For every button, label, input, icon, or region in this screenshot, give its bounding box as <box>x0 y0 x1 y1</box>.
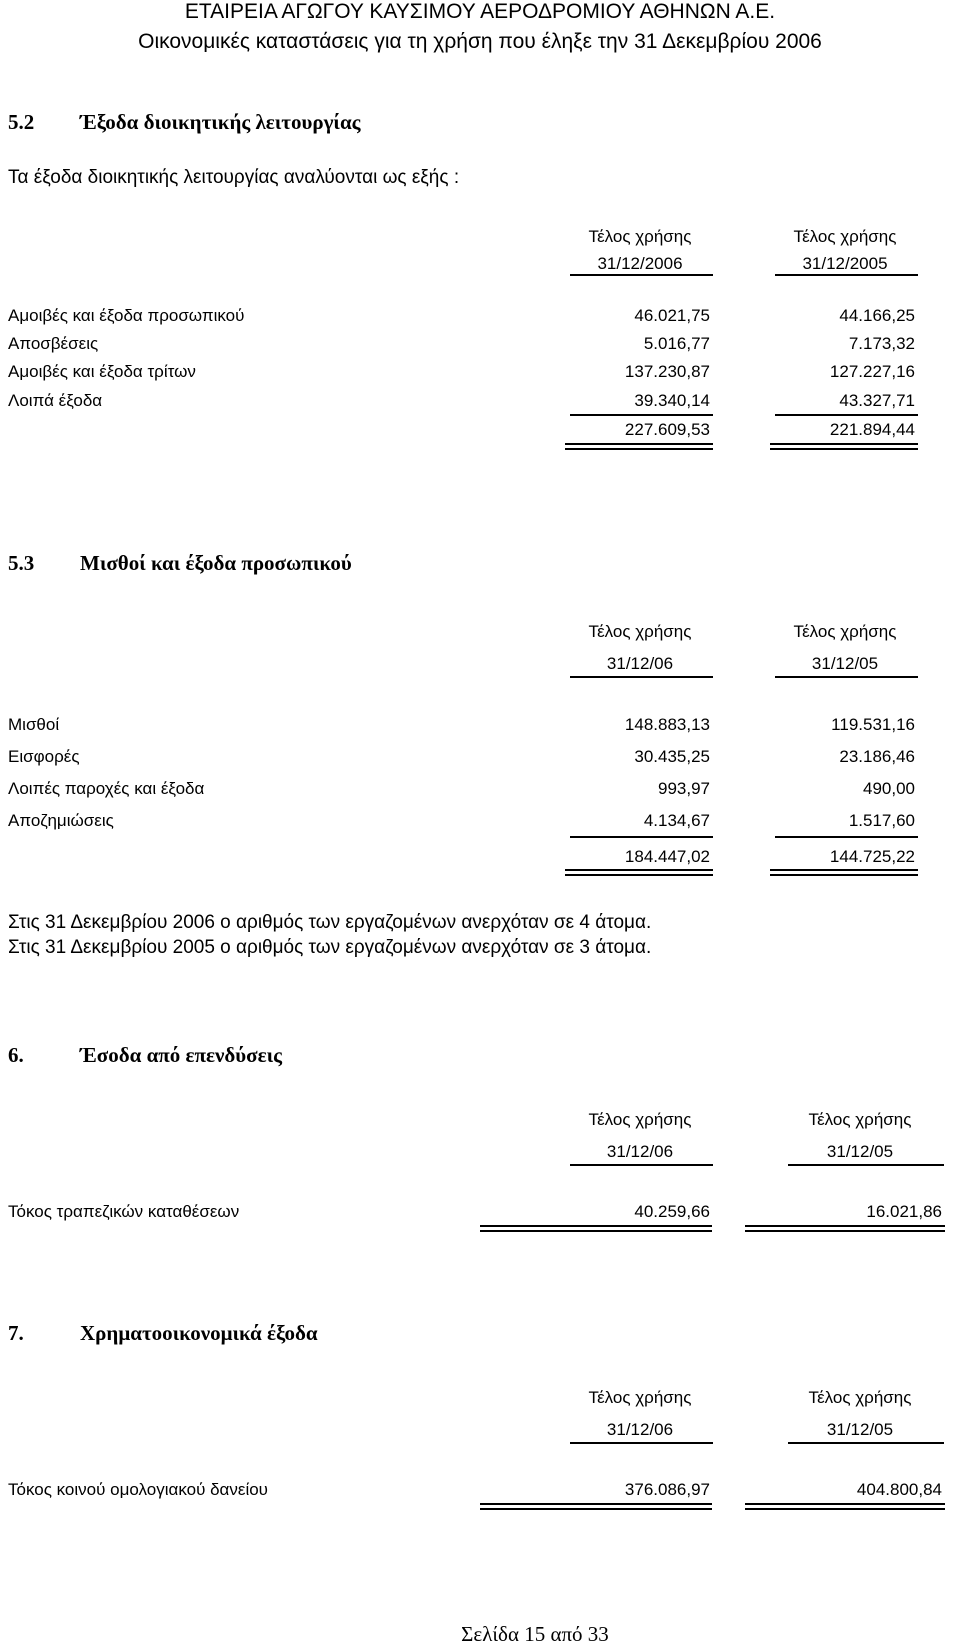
column-header: Τέλος χρήσης <box>588 622 692 641</box>
row-label: Αμοιβές και έξοδα τρίτων <box>8 362 196 381</box>
total-double-rule <box>565 869 713 876</box>
column-date: 31/12/05 <box>826 1142 894 1161</box>
section-intro: Τα έξοδα διοικητικής λειτουργίας αναλύονται ως εξής : <box>8 167 460 188</box>
column-date: 31/12/05 <box>811 654 879 673</box>
row-value: 1.517,60 <box>848 811 915 830</box>
header-rule <box>570 676 713 678</box>
column-header: Τέλος χρήσης <box>588 227 692 246</box>
total-double-rule <box>565 443 713 450</box>
row-value: 993,97 <box>658 779 710 798</box>
row-value: 148.883,13 <box>624 715 710 734</box>
column-date: 31/12/2005 <box>802 254 888 273</box>
row-value: 404.800,84 <box>856 1480 942 1499</box>
column-date: 31/12/06 <box>606 1420 674 1439</box>
column-date: 31/12/2006 <box>597 254 683 273</box>
total-value: 227.609,53 <box>624 420 710 439</box>
header-rule <box>570 274 713 276</box>
total-value: 184.447,02 <box>624 847 710 866</box>
section-title: Έσοδα από επενδύσεις <box>80 1043 282 1067</box>
row-value: 40.259,66 <box>634 1202 710 1221</box>
subtotal-rule <box>775 414 918 416</box>
row-value: 46.021,75 <box>634 306 710 325</box>
row-value: 44.166,25 <box>839 306 915 325</box>
header-rule <box>570 1164 713 1166</box>
column-header: Τέλος χρήσης <box>793 227 897 246</box>
row-label: Λοιπά έξοδα <box>8 391 103 410</box>
section-title: Χρηματοοικονομικά έξοδα <box>80 1321 318 1345</box>
column-header: Τέλος χρήσης <box>808 1388 912 1407</box>
subtotal-rule <box>570 414 713 416</box>
header-rule <box>788 1164 944 1166</box>
employee-note: Στις 31 Δεκεμβρίου 2005 ο αριθμός των εργαζομένων ανερχόταν σε 3 άτομα. <box>8 937 652 958</box>
row-label: Αμοιβές και έξοδα προσωπικού <box>8 306 245 325</box>
column-header: Τέλος χρήσης <box>588 1110 692 1129</box>
total-double-rule <box>745 1225 945 1232</box>
total-double-rule <box>770 443 918 450</box>
header-rule <box>788 1442 944 1444</box>
row-value: 127.227,16 <box>829 362 915 381</box>
row-label: Λοιπές παροχές και έξοδα <box>8 779 205 798</box>
row-label: Μισθοί <box>8 715 60 734</box>
header-rule <box>775 676 918 678</box>
row-label: Τόκος κοινού ομολογιακού δανείου <box>8 1480 268 1499</box>
row-value: 4.134,67 <box>643 811 710 830</box>
page-number: Σελίδα 15 από 33 <box>461 1622 609 1646</box>
row-label: Αποζημιώσεις <box>8 811 114 830</box>
total-double-rule <box>480 1225 712 1232</box>
column-date: 31/12/06 <box>606 654 674 673</box>
header-rule <box>570 1442 713 1444</box>
report-subtitle: Οικονομικές καταστάσεις για τη χρήση που έληξε την 31 Δεκεμβρίου 2006 <box>138 30 822 53</box>
subtotal-rule <box>775 836 918 838</box>
row-label: Αποσβέσεις <box>8 334 99 353</box>
row-value: 39.340,14 <box>634 391 710 410</box>
row-value: 7.173,32 <box>848 334 915 353</box>
column-date: 31/12/06 <box>606 1142 674 1161</box>
employee-note: Στις 31 Δεκεμβρίου 2006 ο αριθμός των εργαζομένων ανερχόταν σε 4 άτομα. <box>8 912 652 933</box>
row-value: 5.016,77 <box>643 334 710 353</box>
row-value: 16.021,86 <box>866 1202 942 1221</box>
row-value: 119.531,16 <box>831 715 915 734</box>
section-title: Έξοδα διοικητικής λειτουργίας <box>80 110 361 134</box>
total-double-rule <box>770 869 918 876</box>
row-value: 23.186,46 <box>839 747 915 766</box>
total-double-rule <box>480 1503 712 1510</box>
row-value: 490,00 <box>863 779 915 798</box>
section-number: 6. <box>8 1043 24 1067</box>
row-value: 137.230,87 <box>624 362 710 381</box>
total-double-rule <box>745 1503 945 1510</box>
total-value: 221.894,44 <box>829 420 915 439</box>
row-label: Εισφορές <box>8 747 80 766</box>
header-rule <box>775 274 918 276</box>
section-title: Μισθοί και έξοδα προσωπικού <box>80 551 352 575</box>
section-number: 5.3 <box>8 551 35 575</box>
subtotal-rule <box>570 836 713 838</box>
total-value: 144.725,22 <box>829 847 915 866</box>
row-label: Τόκος τραπεζικών καταθέσεων <box>8 1202 240 1221</box>
column-header: Τέλος χρήσης <box>588 1388 692 1407</box>
row-value: 376.086,97 <box>624 1480 710 1499</box>
column-date: 31/12/05 <box>826 1420 894 1439</box>
section-number: 7. <box>8 1321 24 1345</box>
row-value: 43.327,71 <box>839 391 915 410</box>
row-value: 30.435,25 <box>634 747 710 766</box>
section-number: 5.2 <box>8 110 35 134</box>
company-name: ΕΤΑΙΡΕΙΑ ΑΓΩΓΟΥ ΚΑΥΣΙΜΟΥ ΑΕΡΟΔΡΟΜΙΟΥ ΑΘΗΝΩΝ Α.Ε. <box>184 0 776 23</box>
column-header: Τέλος χρήσης <box>793 622 897 641</box>
column-header: Τέλος χρήσης <box>808 1110 912 1129</box>
